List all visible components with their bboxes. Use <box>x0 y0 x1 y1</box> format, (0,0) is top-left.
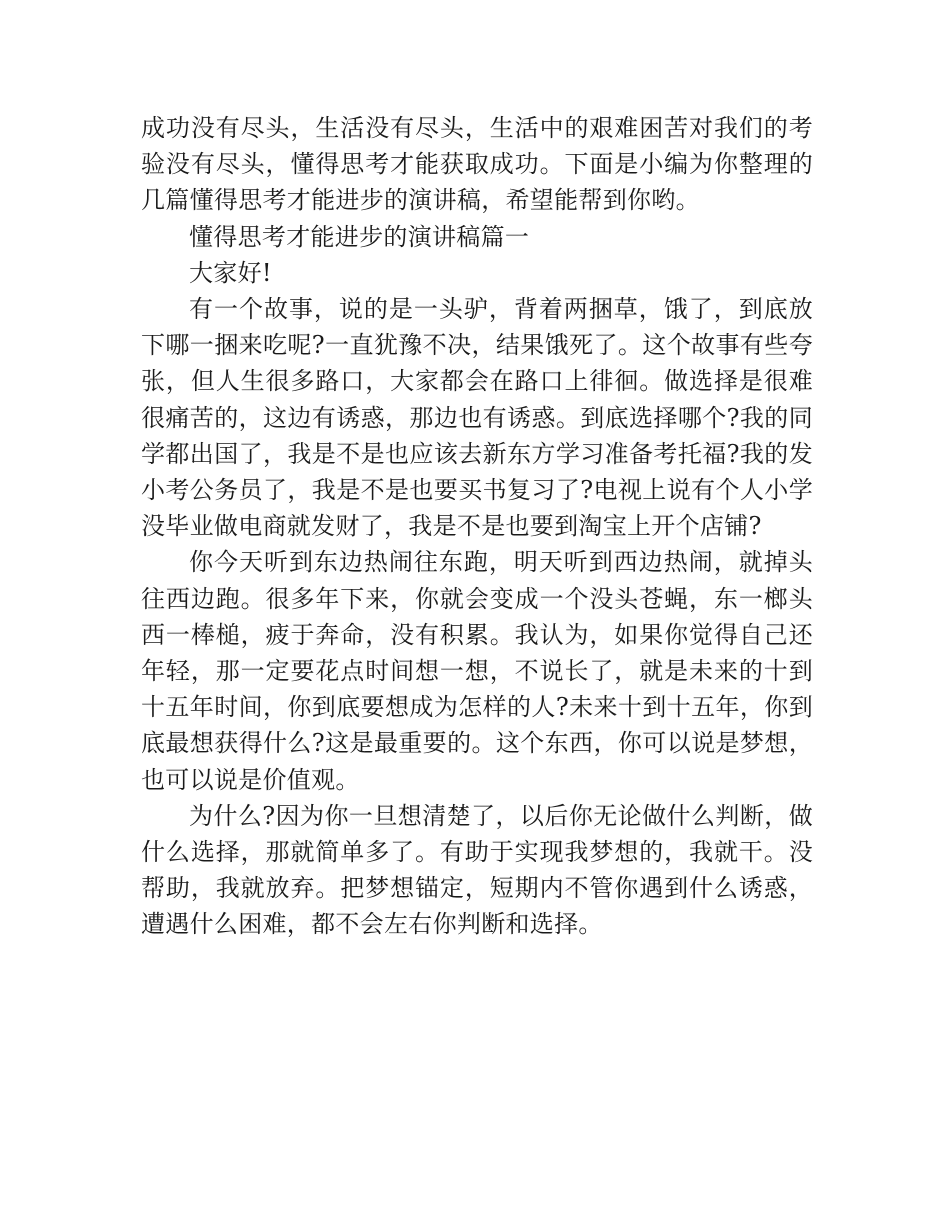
document-body <box>141 110 813 943</box>
body-paragraph: 你今天听到东边热闹往东跑，明天听到西边热闹，就掉头往西边跑。很多年下来，你就会变成一个没头苍蝇，东一榔头西一棒槌，疲于奔命，没有积累。我认为，如果你觉得自己还年轻，那一定要花点时间想一想，不说长了，就是未来的十到十五年时间，你到底要想成为怎样的人?未来十到十五年，你到底最想获得什么?这是最重要的。这个东西，你可以说是梦想，也可以说是价值观。 <box>141 548 813 794</box>
intro-paragraph: 成功没有尽头，生活没有尽头，生活中的艰难困苦对我们的考验没有尽头，懂得思考才能获取成功。下面是小编为你整理的几篇懂得思考才能进步的演讲稿，希望能帮到你哟。 <box>141 114 813 215</box>
greeting-paragraph: 大家好! <box>189 258 272 287</box>
section-heading: 懂得思考才能进步的演讲稿篇一 <box>189 222 530 251</box>
body-paragraph: 为什么?因为你一旦想清楚了，以后你无论做什么判断，做什么选择，那就简单多了。有助于实现我梦想的，我就干。没帮助，我就放弃。把梦想锚定，短期内不管你遇到什么诱惑，遭遇什么困难，都不会左右你判断和选择。 <box>141 801 813 939</box>
body-paragraph: 有一个故事，说的是一头驴，背着两捆草，饿了，到底放下哪一捆来吃呢?一直犹豫不决，结果饿死了。这个故事有些夸张，但人生很多路口，大家都会在路口上徘徊。做选择是很难很痛苦的，这边有诱惑，那边也有诱惑。到底选择哪个?我的同学都出国了，我是不是也应该去新东方学习准备考托福?我的发小考公务员了，我是不是也要买书复习了?电视上说有个人小学没毕业做电商就发财了，我是不是也要到淘宝上开个店铺? <box>141 295 813 541</box>
